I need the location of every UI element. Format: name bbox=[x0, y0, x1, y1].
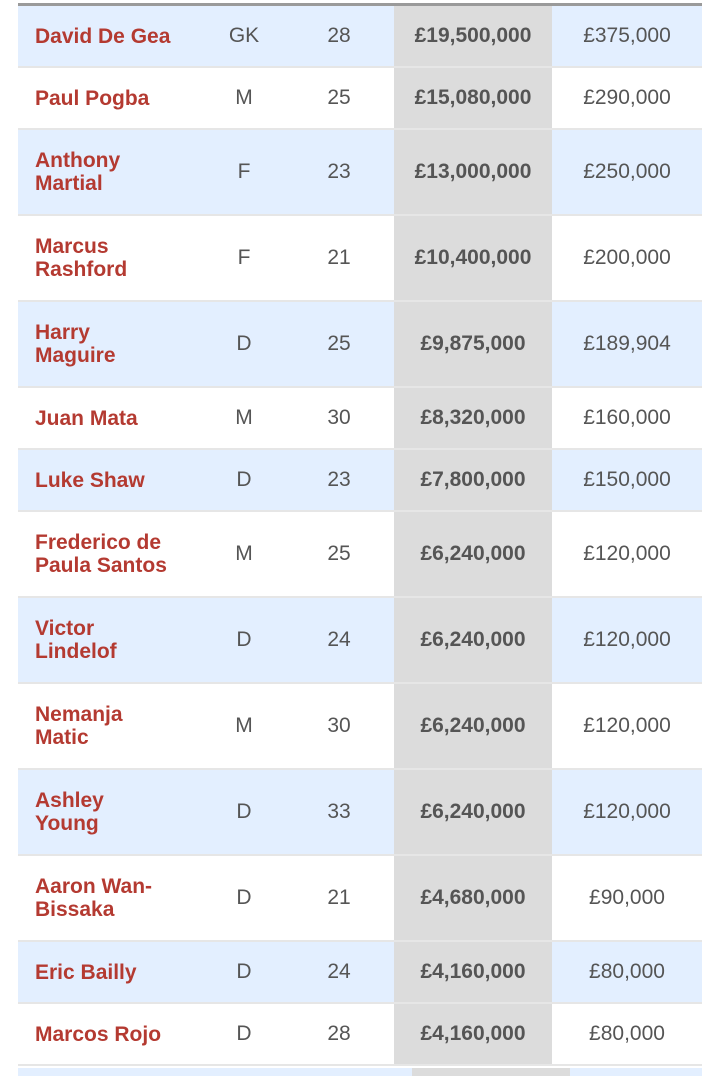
player-age: 23 bbox=[327, 160, 351, 183]
weekly-wage: £120,000 bbox=[583, 628, 671, 651]
weekly-wage: £150,000 bbox=[583, 468, 671, 491]
weekly-wage: £90,000 bbox=[589, 886, 665, 909]
player-age: 25 bbox=[327, 332, 351, 355]
player-age: 25 bbox=[327, 86, 351, 109]
annual-salary: £15,080,000 bbox=[394, 68, 552, 128]
player-name[interactable]: Anthony Martial bbox=[35, 149, 121, 195]
player-position: M bbox=[235, 714, 253, 737]
player-position: D bbox=[236, 800, 252, 823]
player-position: D bbox=[236, 960, 252, 983]
table-row bbox=[18, 130, 702, 216]
player-age: 24 bbox=[327, 960, 351, 983]
player-name[interactable]: Ashley Young bbox=[35, 789, 104, 835]
weekly-wage: £120,000 bbox=[583, 714, 671, 737]
player-age: 28 bbox=[327, 1022, 351, 1045]
player-position: D bbox=[236, 1022, 252, 1045]
player-position: D bbox=[236, 628, 252, 651]
player-name[interactable]: David De Gea bbox=[35, 24, 171, 48]
player-salary-table bbox=[18, 6, 702, 1066]
annual-salary: £10,400,000 bbox=[394, 216, 552, 300]
annual-salary: £13,000,000 bbox=[394, 130, 552, 214]
table-row bbox=[18, 942, 702, 1004]
weekly-wage: £375,000 bbox=[583, 24, 671, 47]
weekly-wage: £189,904 bbox=[583, 332, 671, 355]
annual-salary: £9,875,000 bbox=[394, 302, 552, 386]
player-age: 23 bbox=[327, 468, 351, 491]
player-position: M bbox=[235, 406, 253, 429]
weekly-wage: £120,000 bbox=[583, 800, 671, 823]
player-name[interactable]: Victor Lindelof bbox=[35, 617, 117, 663]
weekly-wage: £160,000 bbox=[583, 406, 671, 429]
player-name[interactable]: Marcus Rashford bbox=[35, 235, 128, 281]
table-row bbox=[18, 68, 702, 130]
player-age: 30 bbox=[327, 406, 351, 429]
weekly-wage: £120,000 bbox=[583, 542, 671, 565]
table-row bbox=[18, 598, 702, 684]
annual-salary: £19,500,000 bbox=[394, 6, 552, 66]
annual-salary: £6,240,000 bbox=[394, 598, 552, 682]
player-name[interactable]: Aaron Wan- Bissaka bbox=[35, 875, 153, 921]
table-row bbox=[18, 302, 702, 388]
table-row bbox=[18, 684, 702, 770]
player-position: D bbox=[236, 886, 252, 909]
annual-salary: £6,240,000 bbox=[394, 770, 552, 854]
annual-salary: £4,680,000 bbox=[394, 856, 552, 940]
weekly-wage: £80,000 bbox=[589, 960, 665, 983]
player-name[interactable]: Marcos Rojo bbox=[35, 1022, 162, 1046]
annual-salary: £4,160,000 bbox=[394, 942, 552, 1002]
player-age: 28 bbox=[327, 24, 351, 47]
player-name[interactable]: Frederico de Paula Santos bbox=[35, 531, 167, 577]
player-position: D bbox=[236, 332, 252, 355]
player-name[interactable]: Nemanja Matic bbox=[35, 703, 123, 749]
player-position: F bbox=[237, 160, 251, 183]
weekly-wage: £200,000 bbox=[583, 246, 671, 269]
player-name[interactable]: Harry Maguire bbox=[35, 321, 116, 367]
player-position: M bbox=[235, 86, 253, 109]
player-name[interactable]: Paul Pogba bbox=[35, 86, 150, 110]
player-position: F bbox=[237, 246, 251, 269]
player-age: 33 bbox=[327, 800, 351, 823]
table-row bbox=[18, 1004, 702, 1066]
player-name[interactable]: Juan Mata bbox=[35, 406, 138, 430]
player-position: D bbox=[236, 468, 252, 491]
annual-salary: £6,240,000 bbox=[394, 684, 552, 768]
table-row bbox=[18, 512, 702, 598]
player-age: 21 bbox=[327, 886, 351, 909]
annual-salary: £8,320,000 bbox=[394, 388, 552, 448]
player-age: 25 bbox=[327, 542, 351, 565]
player-age: 24 bbox=[327, 628, 351, 651]
next-row-annual-cell bbox=[412, 1068, 570, 1076]
table-row bbox=[18, 216, 702, 302]
table-row bbox=[18, 856, 702, 942]
table-row bbox=[18, 770, 702, 856]
player-name[interactable]: Eric Bailly bbox=[35, 960, 137, 984]
next-row-partial bbox=[18, 1068, 702, 1076]
player-name[interactable]: Luke Shaw bbox=[35, 468, 145, 492]
player-age: 30 bbox=[327, 714, 351, 737]
table-row bbox=[18, 388, 702, 450]
weekly-wage: £80,000 bbox=[589, 1022, 665, 1045]
weekly-wage: £250,000 bbox=[583, 160, 671, 183]
player-age: 21 bbox=[327, 246, 351, 269]
annual-salary: £7,800,000 bbox=[394, 450, 552, 510]
annual-salary: £4,160,000 bbox=[394, 1004, 552, 1064]
table-row bbox=[18, 6, 702, 68]
table-row bbox=[18, 450, 702, 512]
player-position: GK bbox=[228, 24, 260, 47]
weekly-wage: £290,000 bbox=[583, 86, 671, 109]
annual-salary: £6,240,000 bbox=[394, 512, 552, 596]
player-position: M bbox=[235, 542, 253, 565]
